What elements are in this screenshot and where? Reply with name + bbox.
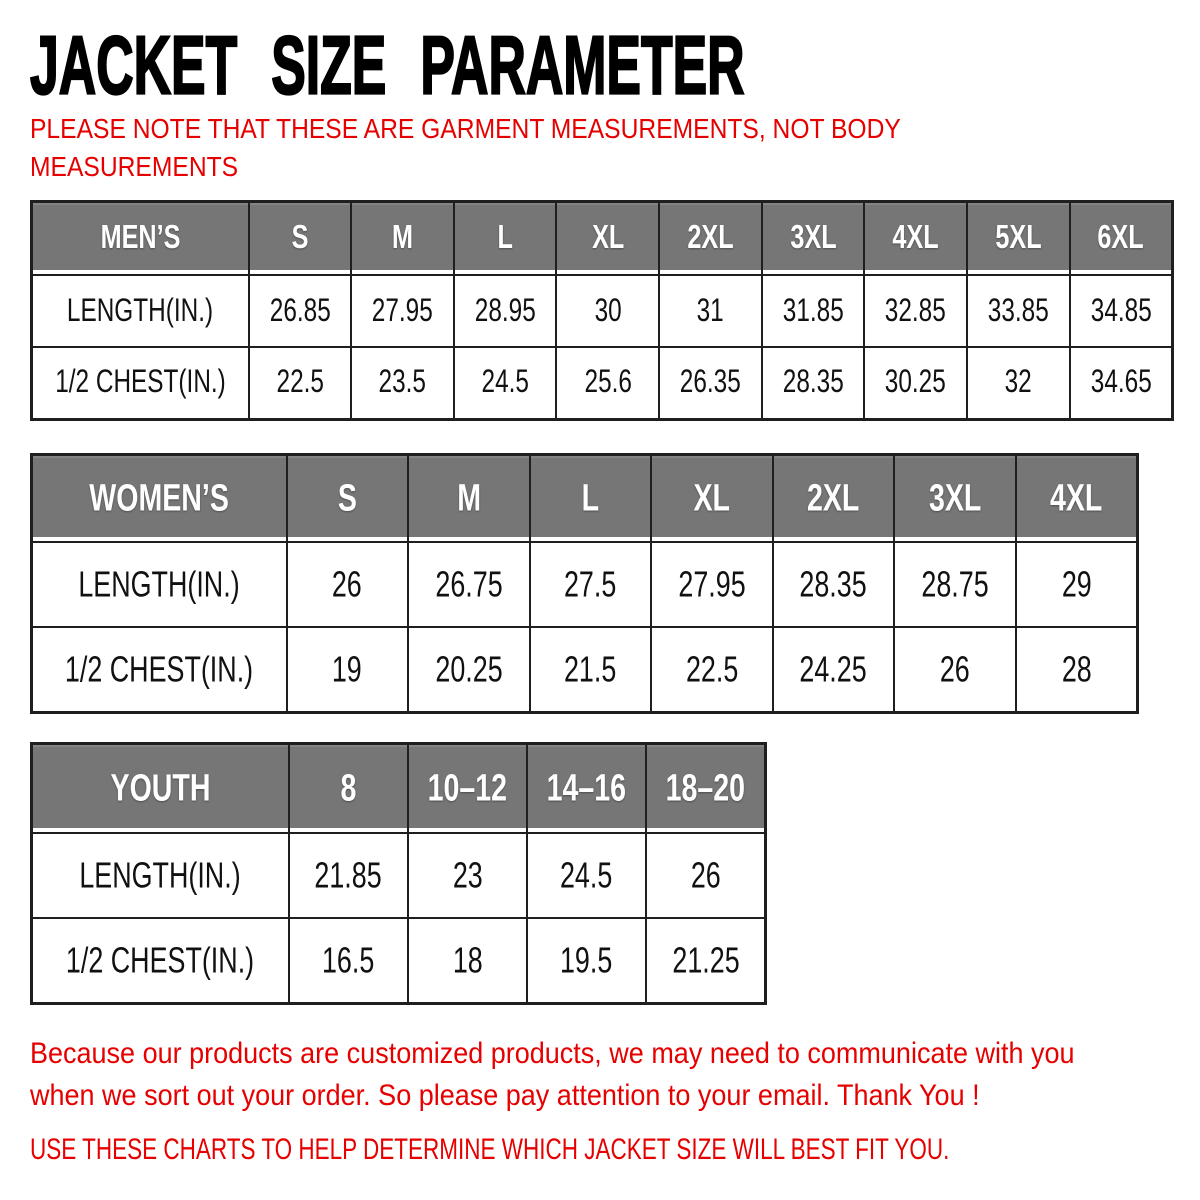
table-title-text: MEN’S — [100, 219, 181, 257]
measure-value-cell: 22.5 — [249, 347, 352, 419]
size-column-header: XL — [651, 454, 773, 542]
youth-size-table — [30, 742, 767, 1005]
measure-value-cell: 27.95 — [651, 542, 773, 627]
womens-size-table — [30, 453, 1139, 714]
measure-value-cell: 29 — [1016, 542, 1138, 627]
size-column-header: 5XL — [967, 201, 1070, 275]
size-column-header: 6XL — [1070, 201, 1173, 275]
size-column-header: S — [287, 454, 409, 542]
measure-value-cell: 27.95 — [351, 275, 454, 347]
note-line: MEASUREMENTS — [30, 150, 239, 182]
measure-value-cell: 28.75 — [894, 542, 1016, 627]
measure-value-cell: 21.85 — [289, 833, 408, 918]
measure-value-cell: 26 — [287, 542, 409, 627]
measure-value-cell: 26 — [646, 833, 765, 918]
measure-value-cell: 34.85 — [1070, 275, 1173, 347]
table-header-row — [32, 201, 1173, 275]
mens-size-table — [30, 200, 1174, 421]
measure-value-cell: 24.25 — [773, 627, 895, 712]
page-title-text: JACKET SIZE PARAMETER — [30, 18, 745, 112]
measure-value-cell: 32 — [967, 347, 1070, 419]
measure-value-cell: 31 — [659, 275, 762, 347]
table-title-cell — [32, 201, 249, 275]
table-title-text: YOUTH — [110, 766, 211, 810]
measure-value-cell: 26.75 — [408, 542, 530, 627]
table-row — [32, 347, 1173, 419]
measure-value-cell: 27.5 — [530, 542, 652, 627]
size-column-header: XL — [556, 201, 659, 275]
measure-value-cell: 25.6 — [556, 347, 659, 419]
measure-value-cell: 23 — [408, 833, 527, 918]
measurement-note — [30, 110, 1200, 186]
measure-value-cell: 26.85 — [249, 275, 352, 347]
size-column-header: 3XL — [762, 201, 865, 275]
size-column-header: M — [351, 201, 454, 275]
measure-label-cell: 1/2 CHEST(IN.) — [32, 918, 289, 1003]
measure-value-cell: 26.35 — [659, 347, 762, 419]
measure-value-cell: 16.5 — [289, 918, 408, 1003]
size-column-header: L — [530, 454, 652, 542]
measure-value-cell: 24.5 — [527, 833, 646, 918]
measure-value-cell: 32.85 — [864, 275, 967, 347]
size-column-header: L — [454, 201, 557, 275]
measure-value-cell: 34.65 — [1070, 347, 1173, 419]
size-column-header: 10–12 — [408, 743, 527, 833]
measure-value-cell: 19 — [287, 627, 409, 712]
footer-line: USE THESE CHARTS TO HELP DETERMINE WHICH JACKET SIZE WILL BEST FIT YOU. — [30, 1132, 950, 1166]
size-column-header: 3XL — [894, 454, 1016, 542]
table-header-row — [32, 454, 1138, 542]
measure-label-cell: LENGTH(IN.) — [32, 833, 289, 918]
table-header-row — [32, 743, 766, 833]
measure-label-cell: 1/2 CHEST(IN.) — [32, 347, 249, 419]
footer-tagline — [30, 1129, 1200, 1171]
table-row — [32, 918, 766, 1003]
measure-value-cell: 28 — [1016, 627, 1138, 712]
size-column-header: 2XL — [659, 201, 762, 275]
measure-value-cell: 23.5 — [351, 347, 454, 419]
measure-value-cell: 24.5 — [454, 347, 557, 419]
page-title — [30, 18, 1200, 112]
table-row — [32, 275, 1173, 347]
size-column-header: 14–16 — [527, 743, 646, 833]
measure-label-cell: 1/2 CHEST(IN.) — [32, 627, 287, 712]
measure-value-cell: 20.25 — [408, 627, 530, 712]
measure-value-cell: 28.35 — [773, 542, 895, 627]
table-title-cell — [32, 743, 289, 833]
measure-label-cell: LENGTH(IN.) — [32, 542, 287, 627]
size-column-header: 4XL — [1016, 454, 1138, 542]
size-column-header: 8 — [289, 743, 408, 833]
table-row — [32, 627, 1138, 712]
measure-value-cell: 18 — [408, 918, 527, 1003]
measure-value-cell: 33.85 — [967, 275, 1070, 347]
table-row — [32, 542, 1138, 627]
table-title-text: WOMEN’S — [89, 476, 230, 520]
note-line: PLEASE NOTE THAT THESE ARE GARMENT MEASUREMENTS, NOT BODY — [30, 113, 901, 144]
measure-value-cell: 21.25 — [646, 918, 765, 1003]
table-row — [32, 833, 766, 918]
size-column-header: 4XL — [864, 201, 967, 275]
measure-label-cell: LENGTH(IN.) — [32, 275, 249, 347]
size-column-header: M — [408, 454, 530, 542]
table-title-cell — [32, 454, 287, 542]
measure-value-cell: 19.5 — [527, 918, 646, 1003]
size-column-header: 18–20 — [646, 743, 765, 833]
measure-value-cell: 31.85 — [762, 275, 865, 347]
size-column-header: 2XL — [773, 454, 895, 542]
measure-value-cell: 22.5 — [651, 627, 773, 712]
measure-value-cell: 28.95 — [454, 275, 557, 347]
measure-value-cell: 30 — [556, 275, 659, 347]
size-column-header: S — [249, 201, 352, 275]
measure-value-cell: 30.25 — [864, 347, 967, 419]
footer-line: Because our products are customized products, we may need to communicate with you — [30, 1036, 1075, 1070]
measure-value-cell: 26 — [894, 627, 1016, 712]
footer-note — [30, 1033, 1200, 1117]
footer-line: when we sort out your order. So please pay attention to your email. Thank You ! — [30, 1078, 980, 1112]
measure-value-cell: 21.5 — [530, 627, 652, 712]
measure-value-cell: 28.35 — [762, 347, 865, 419]
